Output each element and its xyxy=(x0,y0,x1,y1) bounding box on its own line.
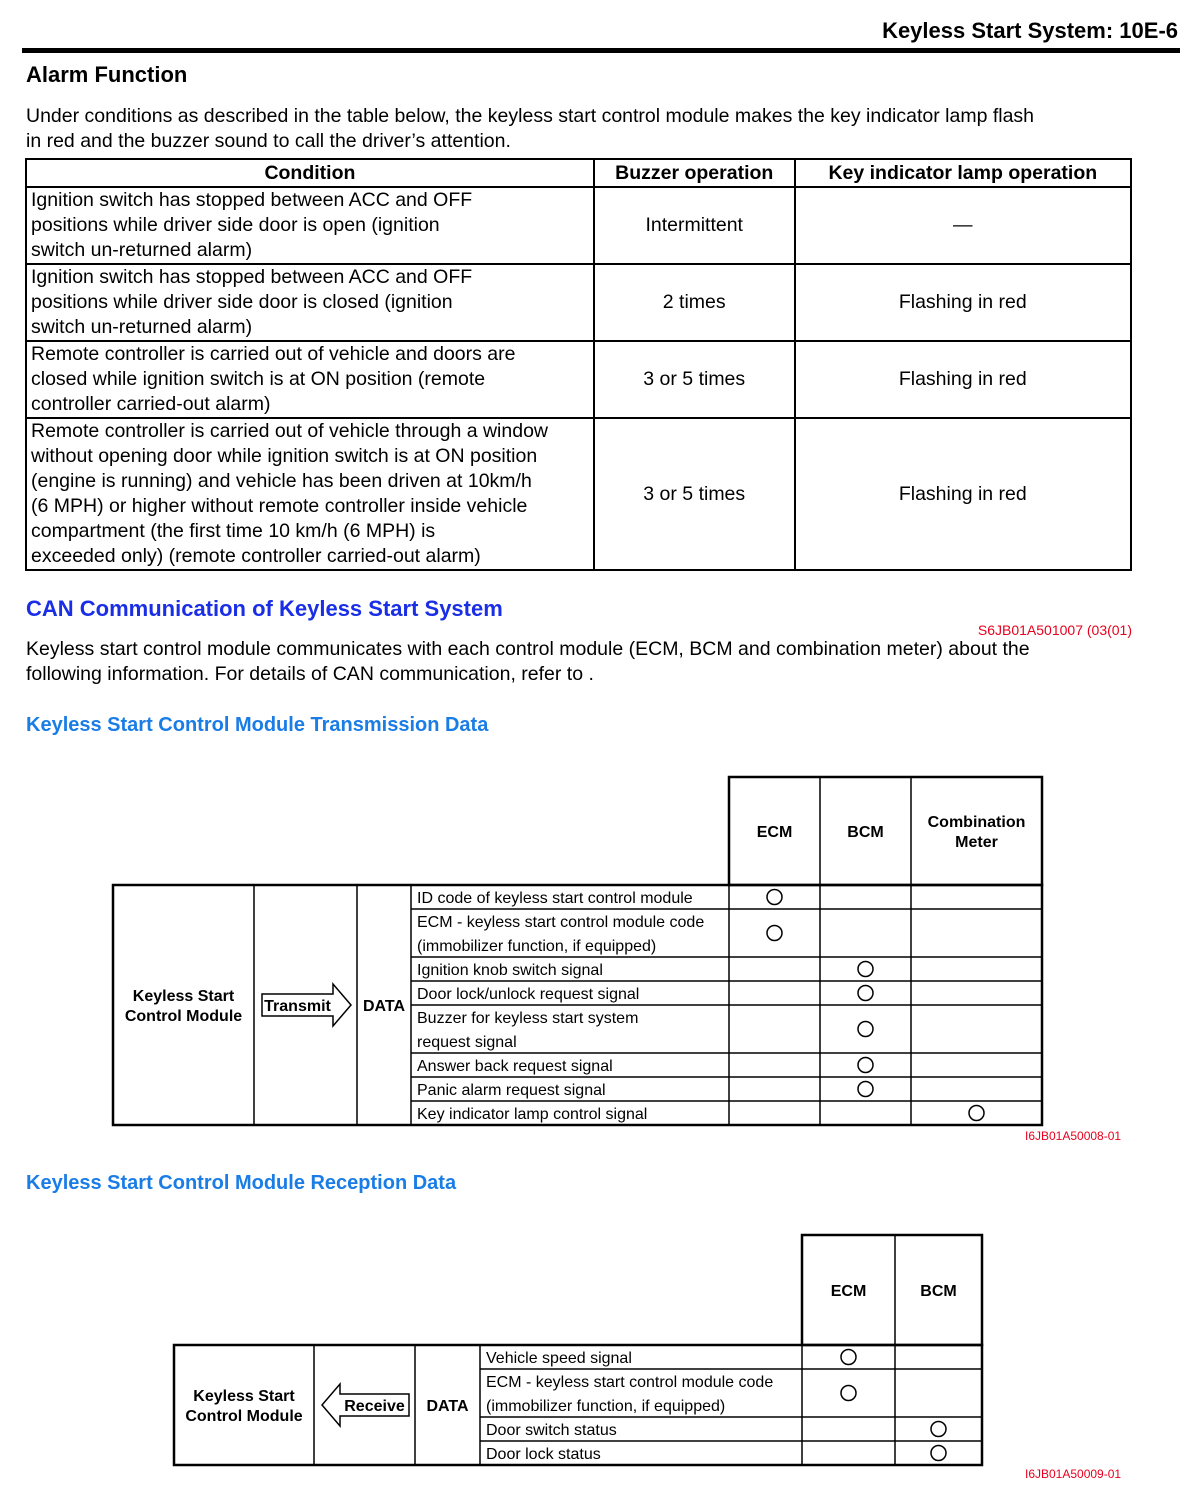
can-intro-line-1: Keyless start control module communicates with each control module (ECM, BCM and combination meter) about the xyxy=(26,638,1030,660)
signal-label: (immobilizer function, if equipped) xyxy=(417,938,657,955)
condition-line: positions while driver side door is closed (ignition xyxy=(31,291,453,313)
buzzer-cell: 3 or 5 times xyxy=(594,418,795,570)
signal-label: request signal xyxy=(417,1034,517,1051)
condition-line: Ignition switch has stopped between ACC and OFF xyxy=(31,189,473,211)
circle-mark-icon xyxy=(931,1446,946,1461)
module-label-line-2: Control Module xyxy=(124,1008,243,1025)
col-header-lamp: Key indicator lamp operation xyxy=(795,159,1131,187)
condition-line: Ignition switch has stopped between ACC and OFF xyxy=(31,266,473,288)
signal-label: Key indicator lamp control signal xyxy=(417,1106,648,1123)
column-header-line: Combination xyxy=(927,814,1026,831)
column-header-line: Meter xyxy=(955,834,998,851)
circle-mark-icon xyxy=(767,926,782,941)
alarm-intro-line-2: in red and the buzzer sound to call the driver’s attention. xyxy=(26,130,511,152)
condition-line: (engine is running) and vehicle has been driven at 10km/h xyxy=(31,470,532,492)
arrow-label: Receive xyxy=(344,1398,405,1415)
transmission-figure-code: I6JB01A50008-01 xyxy=(1025,1129,1122,1143)
circle-mark-icon xyxy=(858,1022,873,1037)
condition-line: without opening door while ignition switch is at ON position xyxy=(31,445,538,467)
can-intro-line-2: following information. For details of CAN communication, refer to . xyxy=(26,663,594,685)
signal-label: ECM - keyless start control module code xyxy=(417,914,705,931)
signal-label: Door switch status xyxy=(486,1422,617,1439)
circle-mark-icon xyxy=(969,1106,984,1121)
module-label-line-2: Control Module xyxy=(185,1408,303,1425)
lamp-cell: Flashing in red xyxy=(795,341,1131,418)
can-doc-code: S6JB01A501007 (03(01) xyxy=(977,622,1132,638)
reception-heading: Keyless Start Control Module Reception Data xyxy=(26,1172,457,1194)
page-header-title: Keyless Start System: 10E-6 xyxy=(882,18,1178,43)
data-label: DATA xyxy=(362,998,406,1015)
circle-mark-icon xyxy=(858,1082,873,1097)
can-heading: CAN Communication of Keyless Start System xyxy=(26,596,503,621)
condition-line: exceeded only) (remote controller carried-out alarm) xyxy=(31,545,481,567)
data-label: DATA xyxy=(426,1398,469,1415)
circle-mark-icon xyxy=(931,1422,946,1437)
col-header-condition: Condition xyxy=(26,159,594,187)
column-header-0: ECM xyxy=(756,824,793,841)
arrow-label: Transmit xyxy=(264,998,331,1015)
circle-mark-icon xyxy=(858,986,873,1001)
condition-line: closed while ignition switch is at ON position (remote xyxy=(31,368,486,390)
signal-label: Vehicle speed signal xyxy=(486,1350,632,1367)
circle-mark-icon xyxy=(858,1058,873,1073)
column-header-1: BCM xyxy=(847,824,884,841)
transmission-heading: Keyless Start Control Module Transmission Data xyxy=(26,714,489,736)
signal-label: Door lock status xyxy=(486,1446,601,1463)
alarm-intro-line-1: Under conditions as described in the table below, the keyless start control module makes the key indicator lamp flash xyxy=(26,105,1035,127)
signal-label: ID code of keyless start control module xyxy=(417,890,693,907)
signal-label: Answer back request signal xyxy=(417,1058,613,1075)
condition-line: positions while driver side door is open (ignition xyxy=(31,214,440,236)
signal-label: (immobilizer function, if equipped) xyxy=(486,1398,726,1415)
module-label-line-1: Keyless Start xyxy=(132,988,235,1005)
column-header-2 xyxy=(928,814,1026,851)
reception-figure-code: I6JB01A50009-01 xyxy=(1025,1467,1122,1481)
condition-line: controller carried-out alarm) xyxy=(31,393,271,415)
lamp-cell: — xyxy=(795,187,1131,264)
circle-mark-icon xyxy=(767,890,782,905)
buzzer-cell: 3 or 5 times xyxy=(594,341,795,418)
condition-line: Remote controller is carried out of vehicle through a window xyxy=(31,420,549,442)
condition-line: switch un-returned alarm) xyxy=(31,316,253,338)
condition-line: (6 MPH) or higher without remote controller inside vehicle xyxy=(31,495,528,517)
column-header-0: ECM xyxy=(830,1283,867,1300)
signal-label: Door lock/unlock request signal xyxy=(417,986,640,1003)
buzzer-cell: 2 times xyxy=(594,264,795,341)
circle-mark-icon xyxy=(841,1386,856,1401)
circle-mark-icon xyxy=(841,1350,856,1365)
signal-label: Buzzer for keyless start system xyxy=(417,1010,639,1027)
signal-label: Ignition knob switch signal xyxy=(417,962,603,979)
alarm-function-heading: Alarm Function xyxy=(26,62,188,87)
column-header-1: BCM xyxy=(920,1283,957,1300)
buzzer-cell: Intermittent xyxy=(594,187,795,264)
lamp-cell: Flashing in red xyxy=(795,418,1131,570)
condition-line: switch un-returned alarm) xyxy=(31,239,253,261)
condition-line: compartment (the first time 10 km/h (6 MPH) is xyxy=(31,520,436,542)
col-header-buzzer: Buzzer operation xyxy=(594,159,795,187)
condition-line: Remote controller is carried out of vehicle and doors are xyxy=(31,343,516,365)
transmission-diagram xyxy=(113,777,1042,1125)
circle-mark-icon xyxy=(858,962,873,977)
signal-label: ECM - keyless start control module code xyxy=(486,1374,774,1391)
lamp-cell: Flashing in red xyxy=(795,264,1131,341)
signal-label: Panic alarm request signal xyxy=(417,1082,606,1099)
reception-diagram xyxy=(174,1235,982,1465)
module-label-line-1: Keyless Start xyxy=(193,1388,295,1405)
